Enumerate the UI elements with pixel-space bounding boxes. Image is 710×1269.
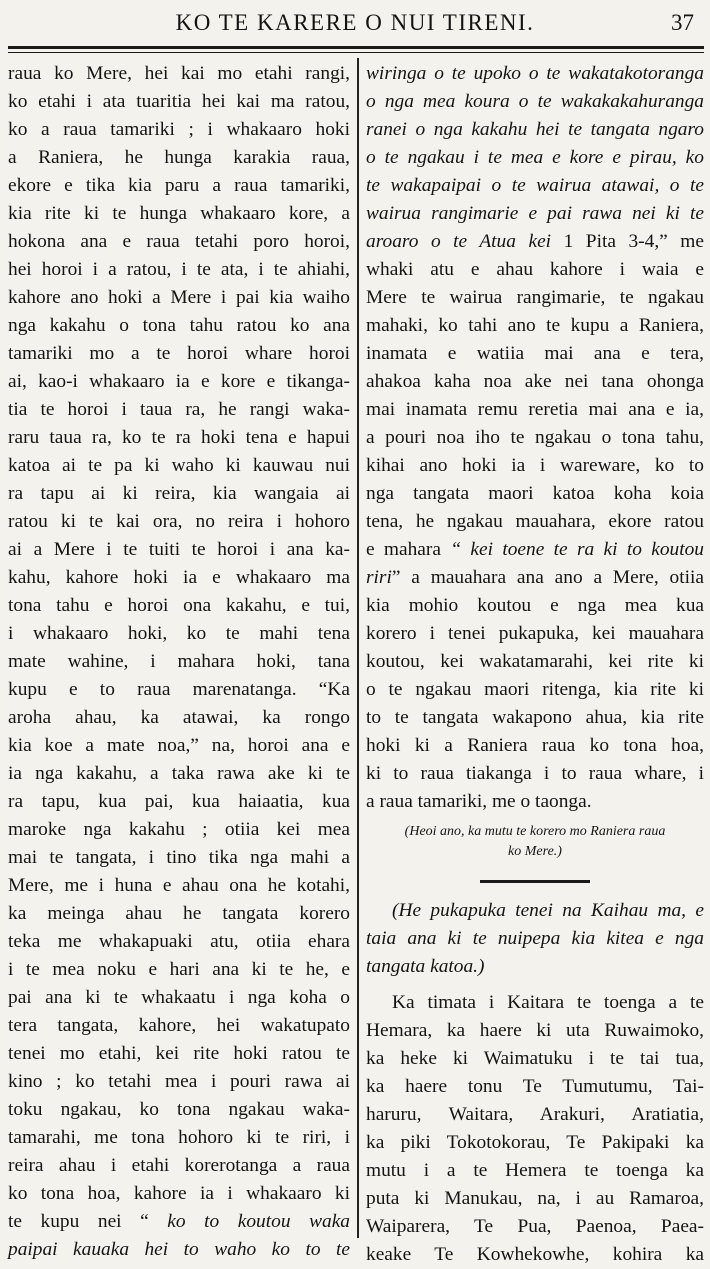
text-line: ra tapu, kua pai, kua haiaatia, kua — [8, 791, 350, 812]
header-rule — [8, 46, 704, 49]
text-line: Hemara, ka haere ki uta Ruwaimoko, — [366, 1020, 704, 1041]
text-line: pai ana ki te whakaatu i nga koha o — [8, 987, 350, 1008]
text-line: ra tapu ai ki reira, kia wangaia ai — [8, 483, 350, 504]
text-line: tenei mo etahi, kei rite hoki ratou te — [8, 1043, 350, 1064]
text-line: ratou ki te kai ora, no reira i hohoro — [8, 511, 350, 532]
text-line: whaki atu e ahau kahore i waia e — [366, 259, 704, 280]
text-line: Mere te wairua rangimarie, te ngakau — [366, 287, 704, 308]
text-line: aroaro o te Atua kei 1 Pita 3-4,” me — [366, 231, 705, 252]
text-line: ranei o nga kakahu hei te tangata ngaro — [366, 119, 704, 140]
intro-line: tangata katoa.) — [366, 956, 485, 977]
text-line: a Raniera, he hunga karakia raua, — [8, 147, 350, 168]
text-line: katoa ai te pa ki waho ki kauwau nui — [8, 455, 350, 476]
text-line: aroha ahau, ka atawai, ka rongo — [8, 707, 350, 728]
closing-note: (Heoi ano, ka mutu te korero mo Raniera raua — [404, 824, 666, 839]
text-line: o te ngakau maori ritenga, kia rite ki — [366, 679, 704, 700]
text-line: reira ahau i etahi korerotanga a raua — [8, 1155, 350, 1176]
text-line: raru taua ra, ko te ra hoki tena e hapui — [8, 427, 350, 448]
text-line: mahaki, ko tahi ano te kupu a Raniera, — [366, 315, 704, 336]
text-line: ka haere tonu Te Tumutumu, Tai- — [366, 1076, 704, 1097]
text-line: kahore ano hoki a Mere i pai kia waiho — [8, 287, 350, 308]
text-line: ki to raua tiakanga i to raua whare, i — [366, 763, 704, 784]
header-rule-thin — [8, 52, 704, 53]
text-line: tera tangata, kahore, hei wakatupato — [8, 1015, 350, 1036]
text-line: keake Te Kowhekowhe, kohira ka — [366, 1244, 704, 1265]
text-line: to te tangata wakapono ahua, kia rite — [366, 707, 704, 728]
text-line: kupu e to raua marenatanga. “Ka — [8, 679, 350, 700]
text-line: e mahara “ kei toene te ra ki to koutou — [366, 539, 705, 560]
text-line: ko tona hoa, kahore ia i whakaaro ki — [8, 1183, 350, 1204]
text-line: riri” a mauahara ana ano a Mere, otiia — [366, 567, 704, 588]
text-line: tamariki mo a te horoi whare horoi — [8, 343, 350, 364]
text-line: wiringa o te upoko o te wakatakotoranga — [366, 63, 704, 84]
text-line: korero i tenei pukapuka, kei mauahara — [366, 623, 704, 644]
text-line: tia te horoi i taua ra, he rangi waka- — [8, 399, 350, 420]
text-line: i te mea noku e hari ana ki te he, e — [8, 959, 350, 980]
text-line: te kupu nei “ ko to koutou waka — [8, 1211, 350, 1232]
text-line: kino ; ko tetahi mea i pouri rawa ai — [8, 1071, 350, 1092]
text-line: maroke nga kakahu ; otiia kei mea — [8, 819, 350, 840]
text-line: kia rite ki te hunga whakaaro kore, a — [8, 203, 350, 224]
text-line: koutou, kei wakatamarahi, kei rite ki — [366, 651, 704, 672]
text-line: ai a Mere i te tuiti te horoi i ana ka- — [8, 539, 350, 560]
text-line: o nga mea koura o te wakakakahuranga — [366, 91, 704, 112]
text-line: ko a raua tamariki ; i whakaaro hoki — [8, 119, 350, 140]
text-line: Ka timata i Kaitara te toenga a te — [392, 992, 704, 1013]
text-line: ka piki Tokotokorau, Te Pakipaki ka — [366, 1132, 704, 1153]
text-line: haruru, Waitara, Arakuri, Aratiatia, — [366, 1104, 704, 1125]
text-line: tena, he ngakau mauahara, ekore ratou — [366, 511, 704, 532]
text-line: raua ko Mere, hei kai mo etahi rangi, — [8, 63, 350, 84]
text-line: paipai kauaka hei to waho ko to te — [8, 1239, 350, 1260]
right-column — [366, 60, 704, 1269]
text-line: a raua tamariki, me o taonga. — [366, 791, 592, 812]
text-line: tamarahi, me tona hohoro ki te riri, i — [8, 1127, 350, 1148]
intro-line: (He pukapuka tenei na Kaihau ma, e — [392, 900, 704, 921]
text-line: inamata e watiia mai ana e tera, — [366, 343, 704, 364]
text-line: kihai ano hoki ia i wareware, ko to — [366, 455, 704, 476]
text-line: tona tahu e horoi ona kakahu, e tui, — [8, 595, 350, 616]
column-divider — [357, 58, 359, 1238]
left-column — [8, 60, 350, 1264]
text-line: ekore e tika kia paru a raua tamariki, — [8, 175, 350, 196]
text-line: ko etahi i ata tuaritia hei kai ma ratou, — [8, 91, 350, 112]
text-line: nga kakahu o tona tahu ratou ko ana — [8, 315, 350, 336]
text-line: ai, kao-i whakaaro ia e kore e tikanga- — [8, 371, 350, 392]
text-line: Waiparera, Te Pua, Paenoa, Paea- — [366, 1216, 704, 1237]
intro-line: taia ana ki te nuipepa kia kitea e nga — [366, 928, 704, 949]
text-line: kia mohio koutou e nga mea kua — [366, 595, 704, 616]
page-title: KO TE KARERE O NUI TIRENI. — [175, 10, 535, 35]
text-line: puta ki Manukau, na, i au Ramaroa, — [366, 1188, 704, 1209]
page-header — [0, 6, 710, 40]
text-line: nga tangata maori katoa koha koia — [366, 483, 704, 504]
text-line: mutu i a te Hemera te toenga ka — [366, 1160, 704, 1181]
text-line: hei horoi i a ratou, i te ata, i te ahiahi, — [8, 259, 350, 280]
text-line: ka meinga ahau he tangata korero — [8, 903, 350, 924]
section-rule — [480, 880, 590, 883]
text-line: wairua rangimarie e pai rawa nei ki te — [366, 203, 704, 224]
text-line: ia nga kakahu, a taka rawa ake ki te — [8, 763, 350, 784]
text-line: hoki ki a Raniera raua ko tona hoa, — [366, 735, 704, 756]
text-line: mai te tangata, i tino tika nga mahi a — [8, 847, 350, 868]
text-line: ahakoa kaha noa ake nei tana ohonga — [366, 371, 704, 392]
text-line: Mere, me i huna e ahau ona he kotahi, — [8, 875, 350, 896]
text-line: kahu, kahore hoki ia e whakaaro ma — [8, 567, 350, 588]
text-line: a pouri noa iho te ngakau o tona tahu, — [366, 427, 704, 448]
page-number: 37 — [671, 10, 694, 35]
text-line: i whakaaro hoki, ko te mahi tena — [8, 623, 350, 644]
closing-note: ko Mere.) — [508, 844, 562, 859]
text-line: mate wahine, i mahara hoki, tana — [8, 651, 350, 672]
text-line: hokona ana e raua tetahi poro horoi, — [8, 231, 350, 252]
text-line: ka heke ki Waimatuku i te tai tua, — [366, 1048, 704, 1069]
text-line: te wakapaipai o te wairua atawai, o te — [366, 175, 704, 196]
text-line: kia koe a mate noa,” na, horoi ana e — [8, 735, 350, 756]
text-line: mai inamata remu reretia mai ana e ia, — [366, 399, 704, 420]
text-line: toku ngakau, ko tona ngakau waka- — [8, 1099, 350, 1120]
text-line: teka me whakapuaki atu, otiia ehara — [8, 931, 350, 952]
text-line: o te ngakau i te mea e kore e pirau, ko — [366, 147, 704, 168]
